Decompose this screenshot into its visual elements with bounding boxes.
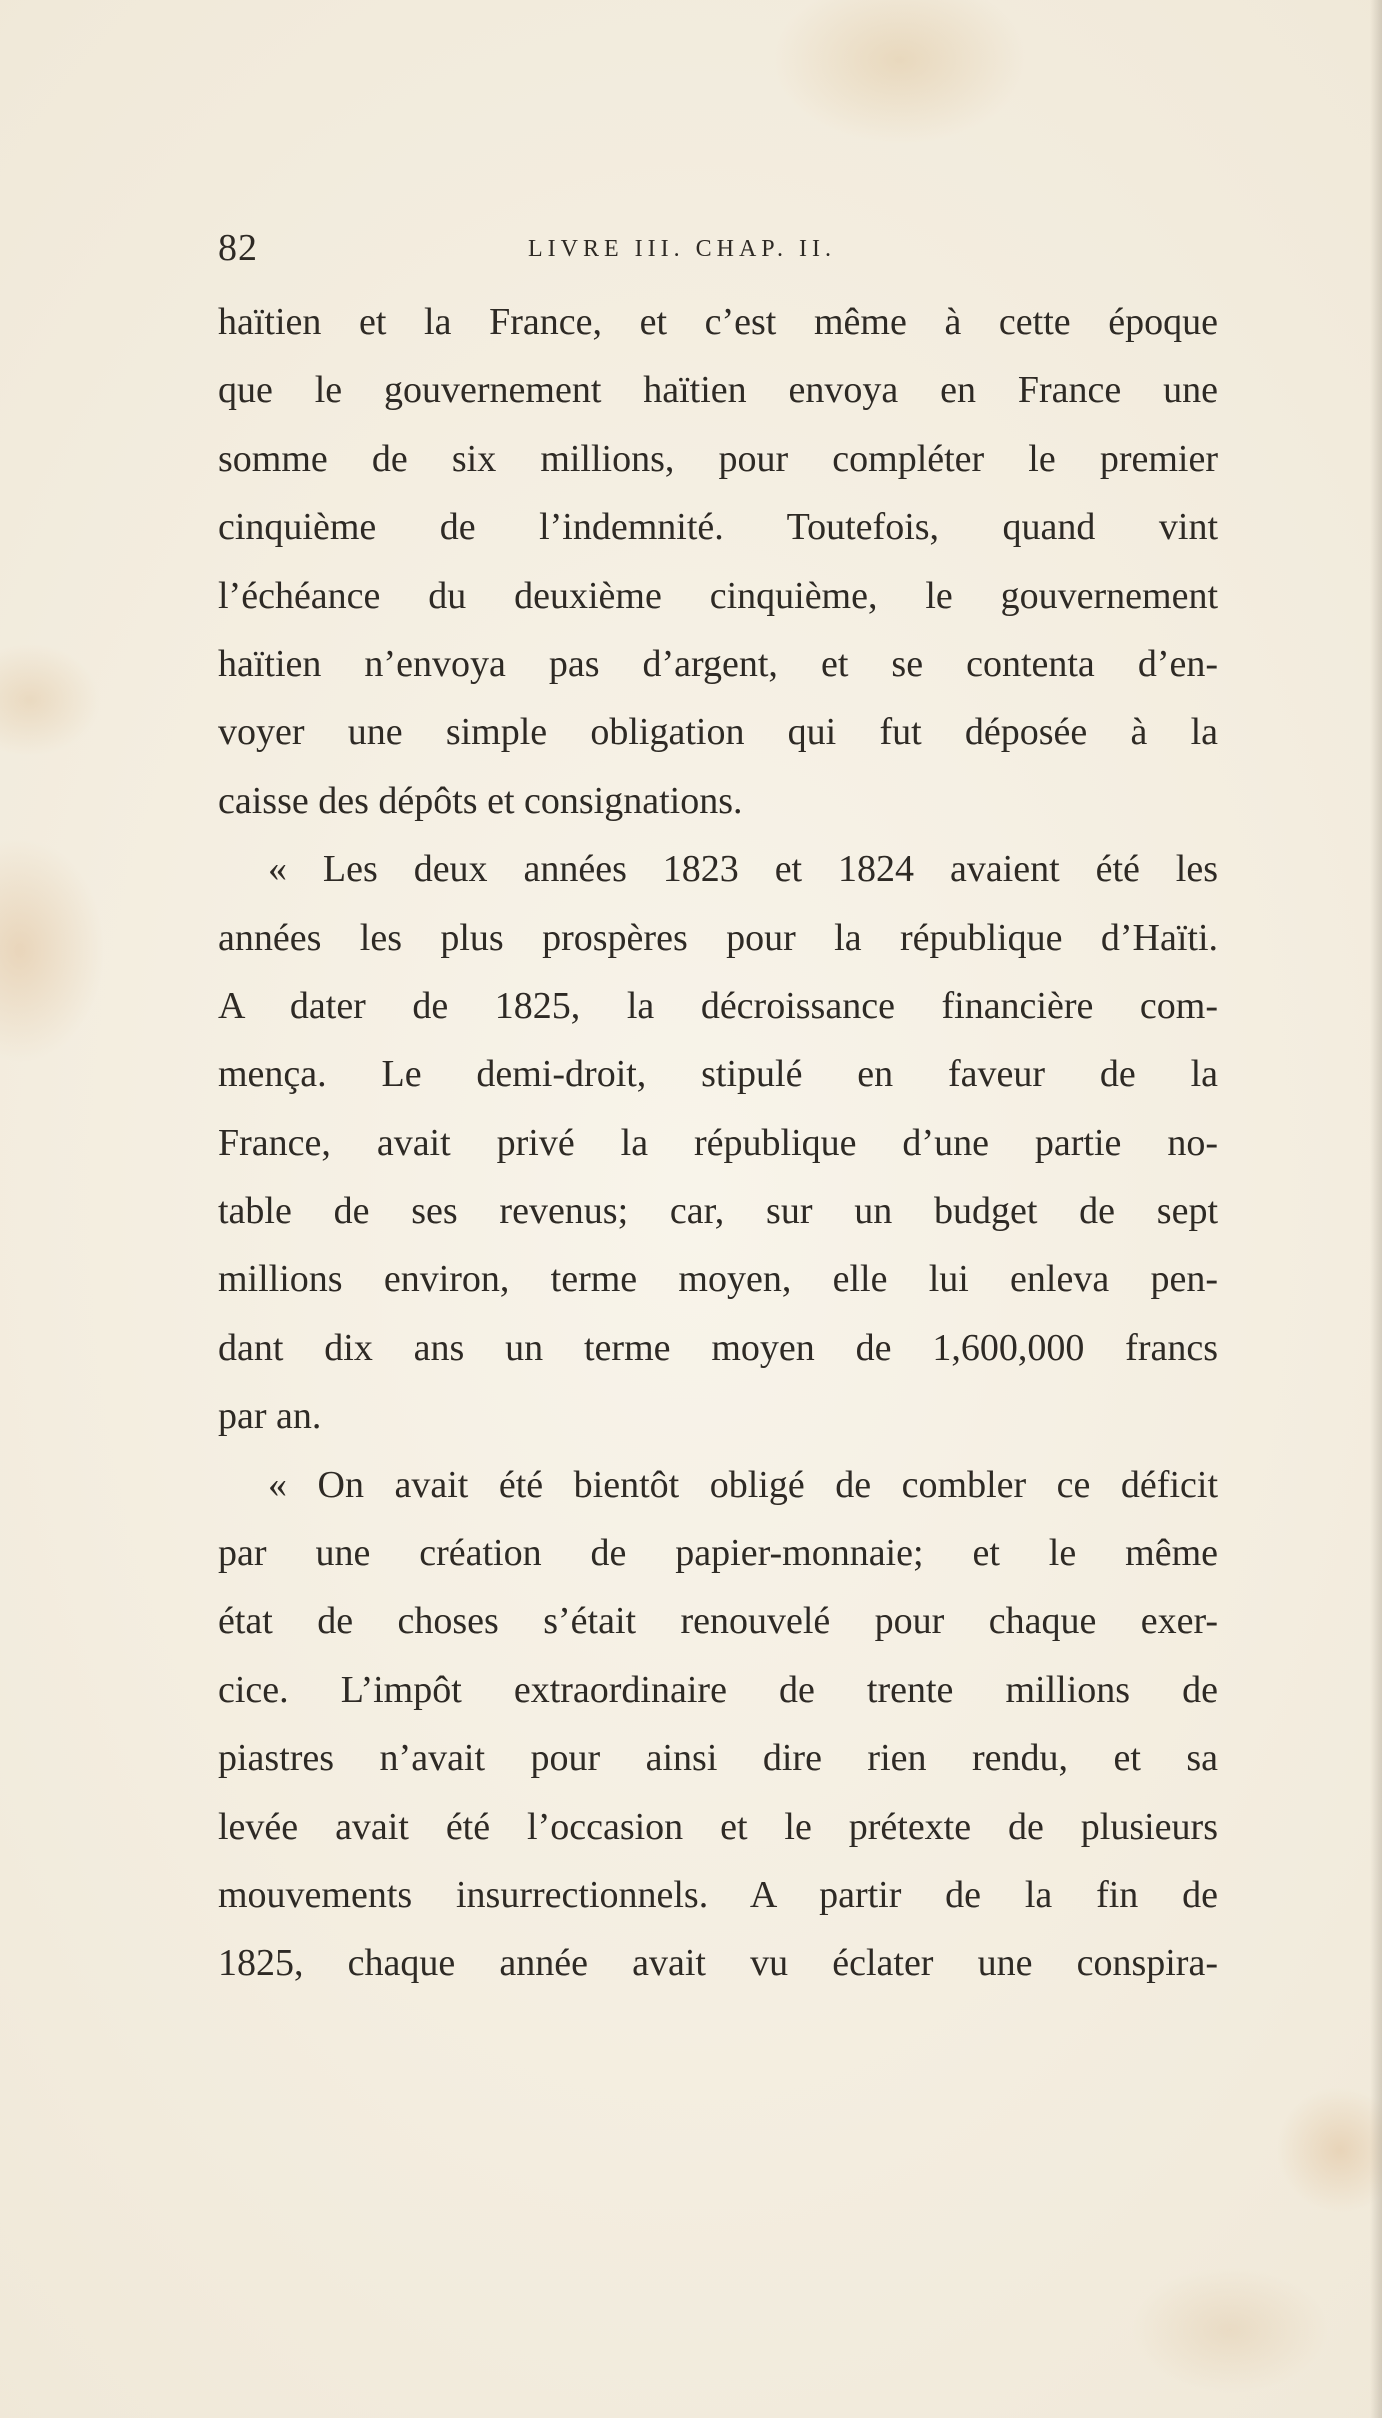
text-line: levée avait été l’occasion et le prétexte de plusieurs [218, 1805, 1218, 1848]
text-line: cice. L’impôt extraordinaire de trente millions de [218, 1668, 1218, 1711]
text-line: France, avait privé la république d’une partie no- [218, 1121, 1218, 1164]
text-line: millions environ, terme moyen, elle lui enleva pen- [218, 1258, 1218, 1301]
text-line: mença. Le demi-droit, stipulé en faveur de la [218, 1053, 1218, 1096]
text-line: « On avait été bientôt obligé de combler ce déficit [268, 1463, 1218, 1506]
page-edge-shadow [1370, 0, 1382, 2418]
text-line: table de ses revenus; car, sur un budget de sept [218, 1190, 1218, 1233]
text-line: haïtien et la France, et c’est même à cette époque [218, 301, 1218, 343]
text-line: 1825, chaque année avait vu éclater une conspira- [218, 1942, 1218, 1985]
running-head: LIVRE III. CHAP. II. [528, 236, 836, 262]
text-line: cinquième de l’indemnité. Toutefois, quand vint [218, 506, 1218, 549]
text-line: par an. [218, 1395, 322, 1438]
text-line: l’échéance du deuxième cinquième, le gouvernement [218, 574, 1218, 617]
text-line: caisse des dépôts et consignations. [218, 779, 743, 822]
text-line: A dater de 1825, la décroissance financière com- [218, 984, 1218, 1027]
text-line: années les plus prospères pour la république d’Haïti. [218, 916, 1218, 959]
text-line: état de choses s’était renouvelé pour chaque exer- [218, 1600, 1218, 1643]
text-line: mouvements insurrectionnels. A partir de la fin de [218, 1873, 1218, 1916]
text-line: par une création de papier-monnaie; et le même [218, 1532, 1218, 1575]
page-header [218, 226, 1188, 276]
text-line: dant dix ans un terme moyen de 1,600,000 francs [218, 1326, 1218, 1369]
text-line: somme de six millions, pour compléter le premier [218, 437, 1218, 480]
text-line: « Les deux années 1823 et 1824 avaient été les [268, 848, 1218, 891]
text-line: haïtien n’envoya pas d’argent, et se contenta d’en- [218, 642, 1218, 685]
body-text [218, 288, 1218, 1998]
text-line: que le gouvernement haïtien envoya en France une [218, 369, 1218, 412]
page-number: 82 [218, 227, 258, 269]
text-line: piastres n’avait pour ainsi dire rien rendu, et sa [218, 1737, 1218, 1780]
text-line: voyer une simple obligation qui fut déposée à la [218, 711, 1218, 754]
